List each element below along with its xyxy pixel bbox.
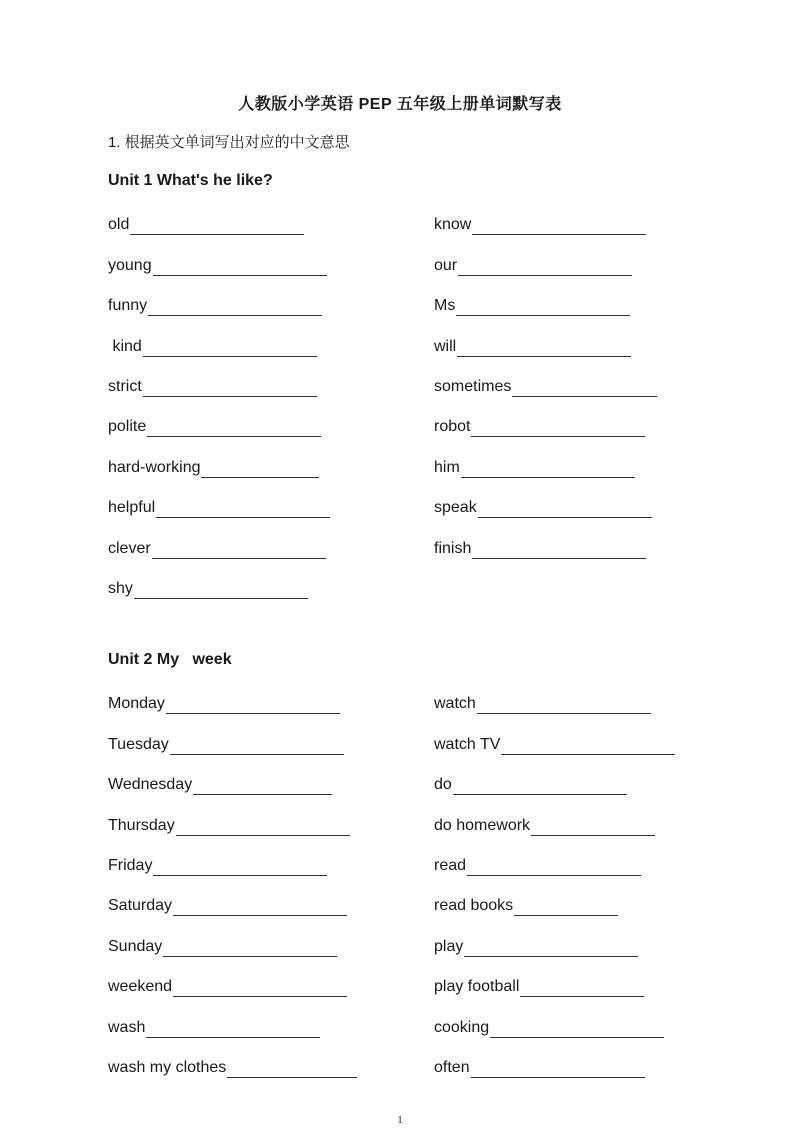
vocab-word: Ms bbox=[434, 297, 456, 315]
unit-1-heading: Unit 1 What's he like? bbox=[108, 172, 273, 189]
vocab-row bbox=[434, 1038, 754, 1078]
vocab-row bbox=[108, 714, 428, 754]
answer-blank[interactable] bbox=[471, 1062, 645, 1078]
vocab-row bbox=[434, 235, 754, 275]
vocab-word: often bbox=[434, 1058, 470, 1076]
vocab-row bbox=[434, 714, 754, 754]
vocab-row bbox=[108, 195, 428, 235]
answer-blank[interactable] bbox=[501, 739, 675, 755]
vocab-word: helpful bbox=[108, 499, 156, 517]
vocab-row bbox=[434, 478, 754, 518]
vocab-word: polite bbox=[108, 418, 147, 436]
vocab-word: wash bbox=[108, 1018, 146, 1036]
vocab-row bbox=[434, 997, 754, 1037]
vocab-row bbox=[108, 276, 428, 316]
vocab-row bbox=[108, 1038, 428, 1078]
answer-blank[interactable] bbox=[166, 698, 340, 714]
answer-blank[interactable] bbox=[227, 1062, 357, 1078]
vocab-word: Wednesday bbox=[108, 776, 193, 794]
vocab-row bbox=[108, 997, 428, 1037]
answer-blank[interactable] bbox=[461, 462, 635, 478]
answer-blank[interactable] bbox=[170, 739, 344, 755]
vocab-row bbox=[434, 316, 754, 356]
answer-blank[interactable] bbox=[472, 219, 646, 235]
answer-blank[interactable] bbox=[520, 981, 644, 997]
vocab-row bbox=[434, 674, 754, 714]
instruction-text: 1. 根据英文单词写出对应的中文意思 bbox=[108, 134, 350, 151]
answer-blank[interactable] bbox=[143, 381, 317, 397]
vocab-word: cooking bbox=[434, 1018, 490, 1036]
answer-blank[interactable] bbox=[490, 1022, 664, 1038]
vocab-word: do homework bbox=[434, 816, 531, 834]
vocab-word: Thursday bbox=[108, 816, 175, 834]
vocab-row bbox=[108, 235, 428, 275]
answer-blank[interactable] bbox=[464, 941, 638, 957]
vocab-row bbox=[434, 916, 754, 956]
vocab-row bbox=[434, 437, 754, 477]
vocab-word: watch TV bbox=[434, 735, 501, 753]
answer-blank[interactable] bbox=[471, 421, 645, 437]
vocab-row bbox=[434, 795, 754, 835]
vocab-row bbox=[434, 195, 754, 235]
answer-blank[interactable] bbox=[201, 462, 319, 478]
vocab-row bbox=[108, 437, 428, 477]
answer-blank[interactable] bbox=[512, 381, 657, 397]
answer-blank[interactable] bbox=[456, 300, 630, 316]
vocab-row bbox=[434, 876, 754, 916]
vocab-word: weekend bbox=[108, 978, 173, 996]
answer-blank[interactable] bbox=[147, 421, 321, 437]
answer-blank[interactable] bbox=[193, 779, 332, 795]
vocab-word: play football bbox=[434, 978, 520, 996]
vocab-row bbox=[434, 276, 754, 316]
vocab-word: Friday bbox=[108, 856, 153, 874]
answer-blank[interactable] bbox=[130, 219, 304, 235]
vocab-row bbox=[108, 316, 428, 356]
vocab-row bbox=[108, 397, 428, 437]
answer-blank[interactable] bbox=[156, 502, 330, 518]
vocab-word: watch bbox=[434, 695, 476, 713]
vocab-word: him bbox=[434, 458, 460, 476]
vocab-row bbox=[108, 518, 428, 558]
vocab-word: strict bbox=[108, 377, 142, 395]
answer-blank[interactable] bbox=[153, 260, 327, 276]
unit-2-heading: Unit 2 My week bbox=[108, 651, 232, 668]
answer-blank[interactable] bbox=[531, 820, 655, 836]
answer-blank[interactable] bbox=[467, 860, 641, 876]
vocab-word: Sunday bbox=[108, 937, 163, 955]
vocab-word: speak bbox=[434, 499, 477, 517]
answer-blank[interactable] bbox=[143, 341, 317, 357]
vocab-row bbox=[434, 957, 754, 997]
vocab-word: funny bbox=[108, 297, 148, 315]
answer-blank[interactable] bbox=[134, 583, 308, 599]
vocab-word: do bbox=[434, 776, 452, 794]
unit-2-left-column bbox=[108, 674, 428, 1078]
vocab-word: robot bbox=[434, 418, 471, 436]
vocab-word: sometimes bbox=[434, 377, 512, 395]
vocab-word: our bbox=[434, 256, 458, 274]
vocab-word: shy bbox=[108, 579, 133, 597]
answer-blank[interactable] bbox=[514, 900, 618, 916]
answer-blank[interactable] bbox=[173, 900, 347, 916]
vocab-row bbox=[108, 916, 428, 956]
vocab-row bbox=[108, 674, 428, 714]
vocab-word: read books bbox=[434, 897, 514, 915]
answer-blank[interactable] bbox=[458, 260, 632, 276]
vocab-word: hard-working bbox=[108, 458, 201, 476]
vocab-word: old bbox=[108, 216, 130, 234]
vocab-word: finish bbox=[434, 539, 472, 557]
vocab-row bbox=[434, 836, 754, 876]
vocab-row bbox=[108, 357, 428, 397]
answer-blank[interactable] bbox=[453, 779, 627, 795]
vocab-row bbox=[434, 755, 754, 795]
vocab-row bbox=[434, 518, 754, 558]
vocab-row bbox=[434, 397, 754, 437]
vocab-word: clever bbox=[108, 539, 151, 557]
answer-blank[interactable] bbox=[163, 941, 337, 957]
vocab-row bbox=[434, 357, 754, 397]
vocab-row bbox=[108, 478, 428, 518]
answer-blank[interactable] bbox=[472, 543, 646, 559]
vocab-word: read bbox=[434, 856, 467, 874]
answer-blank[interactable] bbox=[146, 1022, 320, 1038]
vocab-word: wash my clothes bbox=[108, 1058, 227, 1076]
answer-blank[interactable] bbox=[176, 820, 350, 836]
page-number: 1 bbox=[397, 1114, 403, 1126]
vocab-row bbox=[108, 559, 428, 599]
unit-2-right-column bbox=[434, 674, 754, 1078]
vocab-row bbox=[108, 755, 428, 795]
vocab-row bbox=[108, 876, 428, 916]
answer-blank[interactable] bbox=[477, 698, 651, 714]
unit-1-left-column bbox=[108, 195, 428, 599]
vocab-word: know bbox=[434, 216, 472, 234]
answer-blank[interactable] bbox=[457, 341, 631, 357]
unit-1-right-column bbox=[434, 195, 754, 559]
vocab-word: will bbox=[434, 337, 457, 355]
vocab-row bbox=[108, 836, 428, 876]
vocab-word: Tuesday bbox=[108, 735, 169, 753]
vocab-word: play bbox=[434, 937, 464, 955]
page-title: 人教版小学英语 PEP 五年级上册单词默写表 bbox=[238, 96, 562, 113]
vocab-row bbox=[108, 957, 428, 997]
vocab-row bbox=[108, 795, 428, 835]
answer-blank[interactable] bbox=[173, 981, 347, 997]
answer-blank[interactable] bbox=[153, 860, 327, 876]
vocab-word: Monday bbox=[108, 695, 165, 713]
vocab-word: young bbox=[108, 256, 152, 274]
answer-blank[interactable] bbox=[478, 502, 652, 518]
answer-blank[interactable] bbox=[148, 300, 322, 316]
vocab-word: kind bbox=[108, 337, 142, 355]
vocab-word: Saturday bbox=[108, 897, 173, 915]
answer-blank[interactable] bbox=[152, 543, 326, 559]
